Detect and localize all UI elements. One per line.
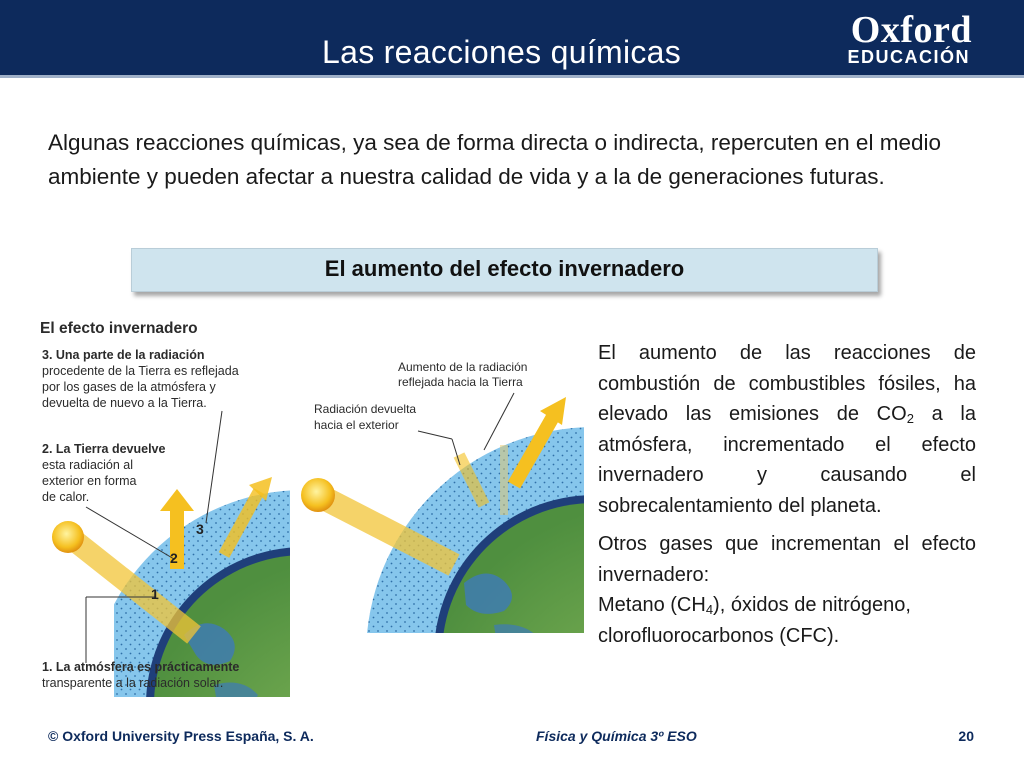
emissions-paragraph: El aumento de las reacciones de combustión de combustibles fósiles, ha elevado las emisiones de $CO_2$ a la atmósfera, incrementado el efecto invernadero y causando el sobrecalentamiento del planeta.: [598, 342, 976, 517]
svg-text:Radiación devuelta: Radiación devuelta: [314, 402, 417, 416]
step-3-text: [42, 348, 239, 410]
other-gases-list: Metano $(CH_4)$, óxidos de nitrógeno, clorofluorocarbonos (CFC).: [598, 594, 911, 647]
svg-text:hacia el exterior: hacia el exterior: [314, 418, 399, 432]
page-number: 20: [958, 728, 974, 744]
oxford-logo-subtitle: EDUCACIÓN: [847, 47, 970, 67]
label-returned-radiation: [314, 402, 416, 432]
step-2-text: [42, 442, 165, 504]
svg-text:procedente de la Tierra es ref: procedente de la Tierra es reflejada: [42, 364, 239, 378]
right-sun-icon: [301, 478, 335, 512]
svg-text:Aumento de la radiación: Aumento de la radiación: [398, 360, 528, 374]
footer-course: Física y Química 3º ESO: [536, 728, 697, 744]
svg-text:reflejada hacia la Tierra: reflejada hacia la Tierra: [398, 375, 523, 389]
svg-text:transparente a la radiación so: transparente a la radiación solar.: [42, 676, 224, 690]
svg-text:esta radiación al: esta radiación al: [42, 458, 134, 472]
header-bar: [0, 0, 1024, 78]
greenhouse-effect-figure: [34, 305, 586, 697]
svg-text:devuelta de nuevo a la Tierra.: devuelta de nuevo a la Tierra.: [42, 396, 207, 410]
svg-text:2. La Tierra devuelve: 2. La Tierra devuelve: [42, 442, 166, 456]
svg-text:3. Una parte de la radiación: 3. Una parte de la radiación: [42, 348, 205, 362]
svg-text:exterior en forma: exterior en forma: [42, 474, 137, 488]
marker-1: 1: [151, 586, 159, 602]
oxford-logo: Oxford: [850, 9, 972, 51]
intro-paragraph: Algunas reacciones químicas, ya sea de forma directa o indirecta, repercuten en el medio ambiente y pueden afectar a nuestra calidad de vida y a la de generaciones futuras.: [48, 130, 941, 189]
svg-text:por los gases de la atmósfera: por los gases de la atmósfera y: [42, 380, 216, 394]
svg-text:1. La atmósfera es prácticamen: 1. La atmósfera es prácticamente: [42, 660, 240, 674]
right-earth-diagram: [366, 427, 586, 697]
svg-text:de calor.: de calor.: [42, 490, 90, 504]
section-banner: El aumento del efecto invernadero: [131, 248, 878, 292]
figure-title: El efecto invernadero: [40, 320, 198, 337]
explanation-text: [598, 338, 976, 651]
marker-2: 2: [170, 550, 178, 566]
label-reflected-radiation: [398, 360, 527, 389]
left-sun-icon: [52, 521, 84, 553]
marker-3: 3: [196, 521, 204, 537]
footer-copyright: © Oxford University Press España, S. A.: [48, 728, 314, 744]
slide-title: Las reacciones químicas: [322, 34, 682, 70]
footer: [0, 722, 1024, 750]
other-gases-heading: Otros gases que incrementan el efecto invernadero:: [598, 533, 976, 586]
